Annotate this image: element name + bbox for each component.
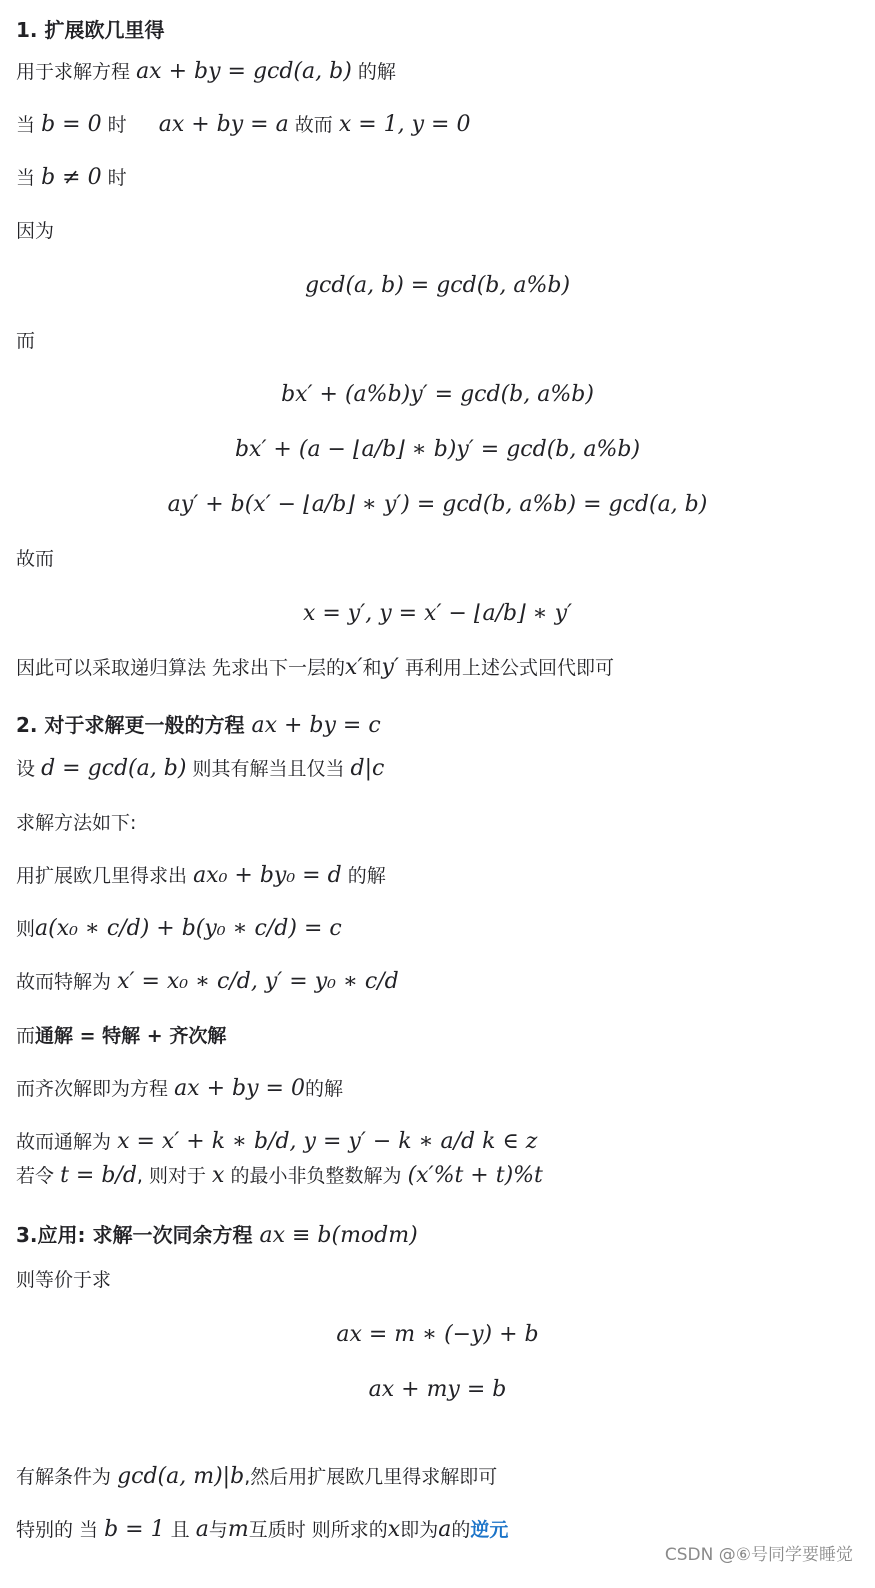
math-inline: m [227,1517,249,1542]
text: 而 [16,1025,36,1047]
csdn-watermark: CSDN @⑥号同学要睡觉 [664,1545,853,1565]
text: 设 [16,758,36,780]
s3-eq1: ax = m ∗ (−y) + b [336,1322,539,1347]
text: 即为 [400,1519,439,1541]
s2-step1 [16,862,386,890]
math-inline: (x′%t + t)%t [407,1163,543,1188]
math-inline: x = x′ + k ∗ b/d, y = y′ − k ∗ a/d k ∈ z [117,1129,538,1154]
s2-method: 求解方法如下: [16,812,137,834]
math-inline: ax + by = gcd(a, b) [136,59,352,84]
s3-condition [16,1463,497,1491]
math-inline: x [212,1163,225,1188]
text: 的解 [304,1078,343,1100]
text: 且 [170,1519,190,1541]
eq-gcd: gcd(a, b) = gcd(b, a%b) [304,273,571,298]
s3-eq2: ax + my = b [368,1377,507,1402]
math-inline: gcd(a, m)|b [117,1464,245,1489]
math-inline: a [438,1517,452,1542]
s2-let [16,755,384,783]
text: 时 [107,167,127,189]
math-inline: a [195,1517,209,1542]
text: 故而特解为 [16,971,112,993]
text: 则其有解当且仅当 [192,758,345,780]
section3-heading [16,1221,418,1250]
math-inline: b = 0 [41,112,102,137]
s1-case-b-nonzero [16,164,127,192]
math-inline: a(x₀ ∗ c/d) + b(y₀ ∗ c/d) = c [35,916,342,941]
text: 当 [16,114,36,136]
text: 若令 [16,1165,55,1187]
math-inline: d = gcd(a, b) [41,756,187,781]
inverse-link[interactable]: 逆元 [470,1519,509,1541]
text: 的 [451,1519,471,1541]
text: 故而通解为 [16,1131,112,1153]
text: 和 [362,657,382,679]
math-inline: b ≠ 0 [41,165,102,190]
text: 有解条件为 [16,1466,112,1488]
math-inline: ax₀ + by₀ = d [193,863,342,888]
s2-step3 [16,968,399,996]
heading-text: 3.应用: 求解一次同余方程 [16,1223,253,1247]
text: 互质时 则所求的 [248,1519,388,1541]
eq4: x = y′, y = x′ − ⌊a/b⌋ ∗ y′ [302,601,573,626]
text: 的解 [347,865,386,887]
text: 的最小非负整数解为 [230,1165,402,1187]
bold-text: 通解 = 特解 + 齐次解 [35,1025,227,1047]
heading-text: 2. 对于求解更一般的方程 [16,713,245,737]
text: 当 [16,167,36,189]
math-inline: x [387,1517,401,1542]
math-inline: y′ [381,655,399,680]
text: 的解 [357,61,396,83]
s1-therefore: 故而 [16,548,55,570]
math-inline: ax + by = a [158,112,289,137]
math-inline: x′ [345,655,363,680]
text: ,然后用扩展欧几里得求解即可 [244,1466,498,1488]
s3-special [16,1516,508,1544]
text: 故而 [294,114,333,136]
text: 时 [107,114,127,136]
section2-heading [16,711,381,740]
eq3: ay′ + b(x′ − ⌊a/b⌋ ∗ y′) = gcd(b, a%b) = gcd(a, b) [167,492,708,517]
s2-general-solution [16,1128,537,1156]
math-inline: t = b/d [60,1163,137,1188]
s2-min-solution [16,1162,543,1190]
text: 再利用上述公式回代即可 [404,657,614,679]
s2-homog [16,1075,343,1103]
math-inline: ax ≡ b(modm) [259,1223,418,1248]
s1-and: 而 [16,330,36,352]
section1-heading: 1. 扩展欧几里得 [16,18,165,42]
text: 用于求解方程 [16,61,131,83]
math-inline: d|c [350,756,385,781]
text: 用扩展欧几里得求出 [16,865,188,887]
math-inline: x′ = x₀ ∗ c/d, y′ = y₀ ∗ c/d [117,969,399,994]
text: 而齐次解即为方程 [16,1078,169,1100]
s3-equiv: 则等价于求 [16,1269,112,1291]
text: 则 [16,918,36,940]
math-inline: x = 1, y = 0 [338,112,471,137]
s1-conclusion [16,654,614,682]
text: 与 [208,1519,228,1541]
math-inline: b = 1 [104,1517,165,1542]
eq2: bx′ + (a − ⌊a/b⌋ ∗ b)y′ = gcd(b, a%b) [234,437,641,462]
s1-because: 因为 [16,220,55,242]
math-inline: ax + by = c [251,713,381,738]
s2-general [16,1022,226,1050]
math-inline: ax + by = 0 [174,1076,305,1101]
s1-intro [16,58,396,86]
s2-step2 [16,915,342,943]
text: 因此可以采取递归算法 先求出下一层的 [16,657,346,679]
text: 特别的 当 [16,1519,99,1541]
text: , 则对于 [136,1165,206,1187]
eq1: bx′ + (a%b)y′ = gcd(b, a%b) [281,382,594,407]
s1-case-b-zero [16,111,470,139]
